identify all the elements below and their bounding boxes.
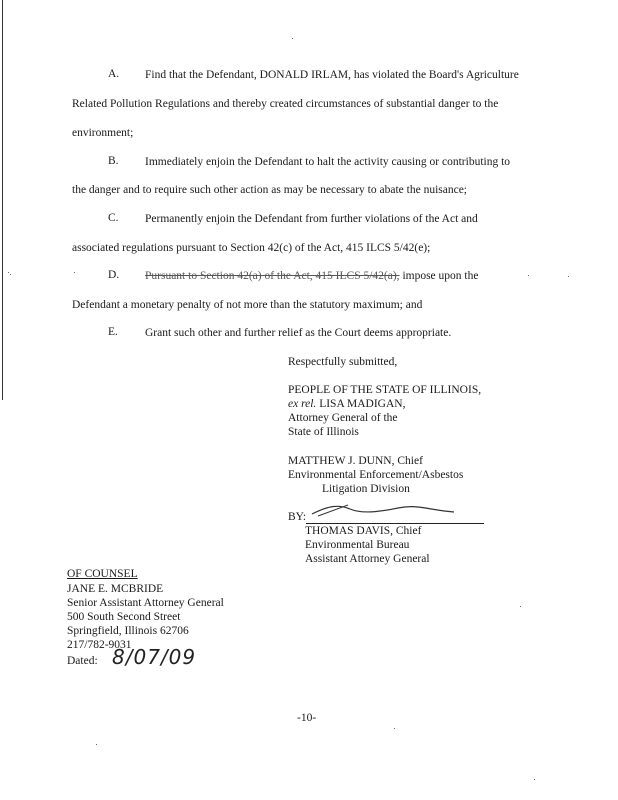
item-c-line-2: associated regulations pursuant to Section 42(c) of the Act, 415 ILCS 5/42(e);: [72, 242, 431, 254]
ag-line-2: State of Illinois: [288, 426, 359, 438]
ex-rel-name: LISA MADIGAN,: [319, 398, 406, 410]
by-label: BY:: [288, 511, 307, 523]
of-counsel-phone: 217/782-9031: [67, 639, 132, 651]
item-b-line-2: the danger and to require such other action as may be necessary to abate the nuisance;: [72, 184, 467, 196]
of-counsel-title: Senior Assistant Attorney General: [67, 597, 224, 609]
ag-line-1: Attorney General of the: [288, 412, 398, 424]
scan-speck: [520, 606, 521, 607]
ex-rel-line: [288, 397, 405, 411]
signature-scribble: [308, 500, 458, 522]
item-a-letter: A.: [108, 68, 120, 80]
scan-speck: [292, 38, 293, 39]
signer-name: THOMAS DAVIS, Chief: [305, 525, 422, 537]
signer-title-2: Assistant Attorney General: [305, 553, 430, 565]
chief-name: MATTHEW J. DUNN, Chief: [288, 455, 423, 467]
scan-speck: [74, 272, 75, 273]
of-counsel-address-1: 500 South Second Street: [67, 611, 181, 623]
margin-rule: [2, 0, 3, 400]
chief-division-1: Environmental Enforcement/Asbestos: [288, 469, 464, 481]
scan-speck: [528, 275, 529, 276]
item-d-struck-text: Pursuant to Section 42(a) of the Act, 415 ILCS 5/42(a),: [145, 270, 400, 282]
scan-speck: [568, 276, 569, 277]
item-d-line-2: Defendant a monetary penalty of not more than the statutory maximum; and: [72, 299, 423, 311]
item-d-line-1: [145, 269, 478, 283]
dated-label: Dated:: [67, 655, 98, 667]
of-counsel-heading: OF COUNSEL: [67, 568, 138, 580]
scan-speck: [8, 272, 9, 273]
item-e-letter: E.: [108, 326, 118, 338]
closing: Respectfully submitted,: [288, 356, 398, 368]
people-line: PEOPLE OF THE STATE OF ILLINOIS,: [288, 384, 482, 396]
item-b-line-1: Immediately enjoin the Defendant to halt the activity causing or contributing to: [145, 156, 511, 168]
chief-division-2: Litigation Division: [322, 483, 410, 495]
item-c-letter: C.: [108, 212, 119, 224]
item-d-line-1-rest: impose upon the: [402, 270, 479, 282]
of-counsel-address-2: Springfield, Illinois 62706: [67, 625, 189, 637]
of-counsel-name: JANE E. MCBRIDE: [67, 583, 164, 595]
item-d-letter: D.: [108, 269, 120, 281]
item-a-line-1: Find that the Defendant, DONALD IRLAM, has violated the Board's Agriculture: [145, 69, 519, 81]
page-number: -10-: [297, 712, 317, 724]
dated-value: 8/07/09: [112, 645, 197, 669]
scan-speck: [394, 728, 395, 729]
scan-speck: [96, 744, 97, 745]
item-b-letter: B.: [108, 155, 119, 167]
scan-speck: [534, 779, 535, 780]
item-a-line-3: environment;: [72, 127, 134, 139]
scan-speck: [10, 274, 11, 275]
item-c-line-1: Permanently enjoin the Defendant from further violations of the Act and: [145, 213, 478, 225]
item-a-line-2: Related Pollution Regulations and thereby created circumstances of substantial danger to the: [72, 98, 499, 110]
signer-title-1: Environmental Bureau: [305, 539, 410, 551]
item-e-line-1: Grant such other and further relief as the Court deems appropriate.: [145, 327, 452, 339]
ex-rel-prefix: ex rel.: [288, 398, 317, 410]
